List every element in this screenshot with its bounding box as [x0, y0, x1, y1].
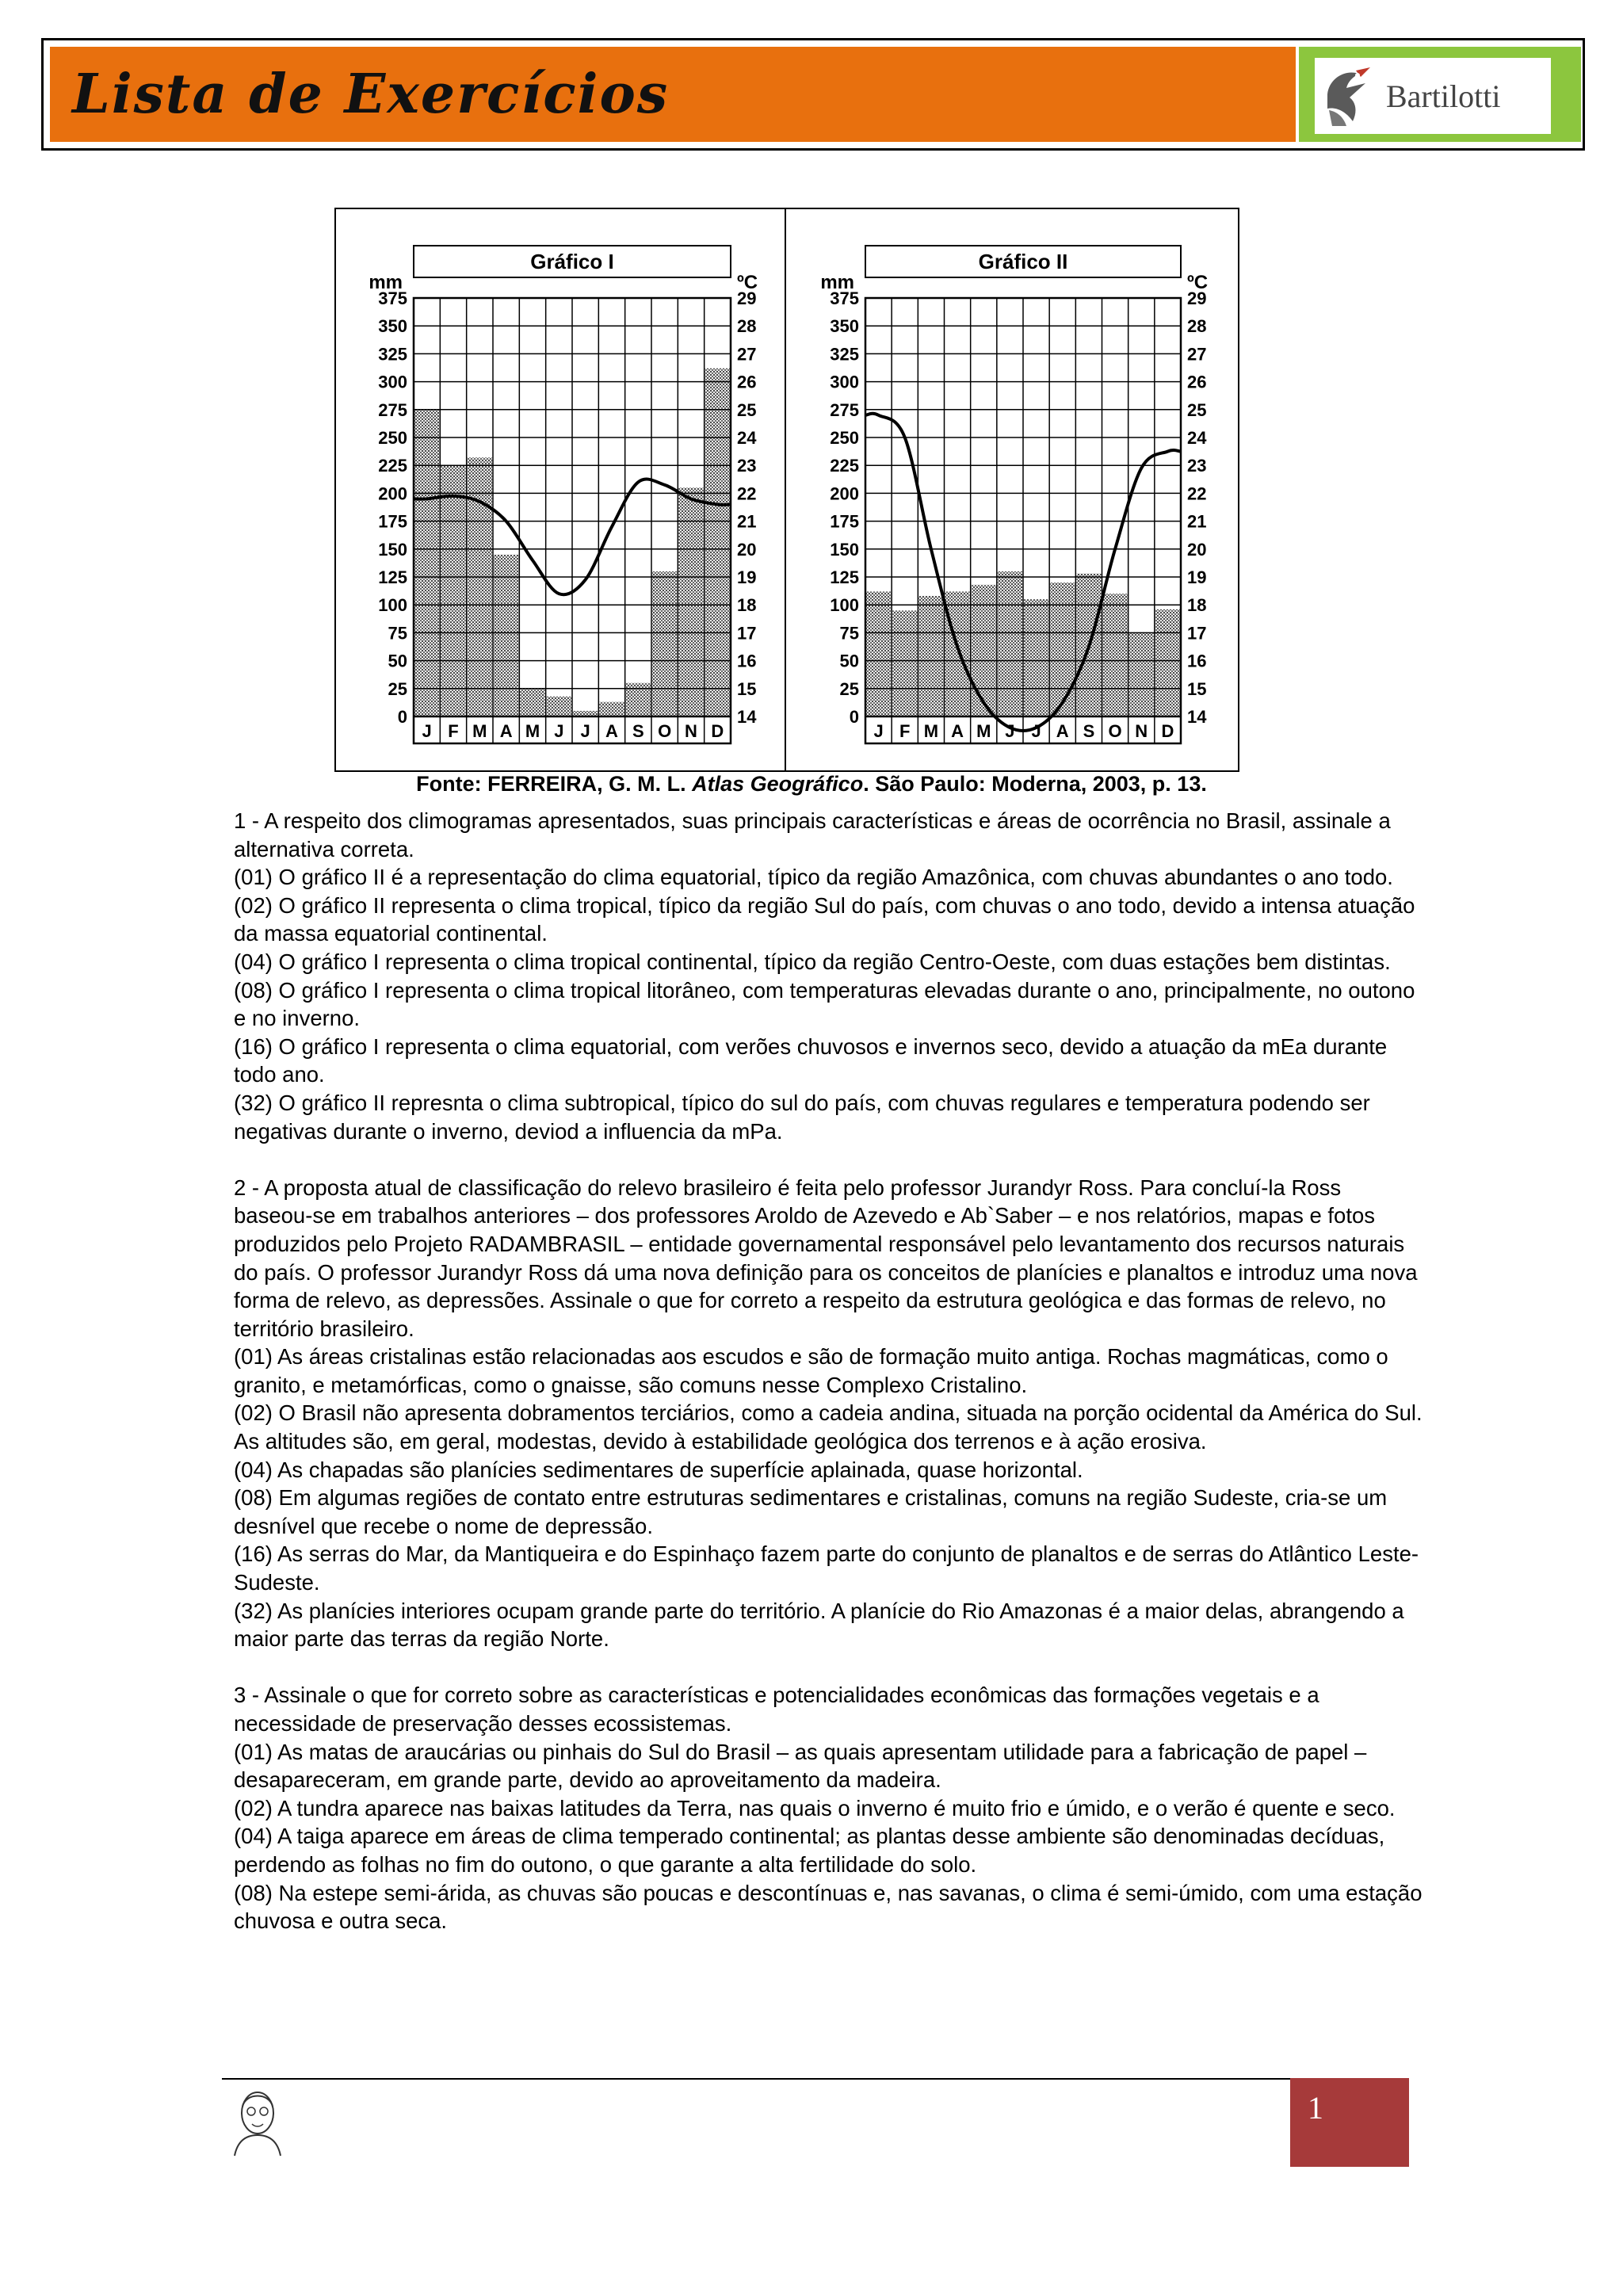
y-tick-label-mm: 100 — [378, 595, 407, 616]
y-tick-label-mm: 25 — [839, 678, 859, 699]
y-tick-label-celsius: 28 — [737, 316, 757, 337]
precipitation-bar — [1050, 583, 1075, 716]
y-axis-label-right: ºC — [1187, 272, 1209, 293]
y-tick-label-celsius: 25 — [737, 399, 757, 420]
x-tick-label: F — [899, 721, 911, 741]
y-tick-label-celsius: 24 — [1187, 428, 1207, 448]
question-1 — [234, 807, 1423, 1145]
y-tick-label-mm: 300 — [830, 372, 859, 392]
y-tick-label-mm: 275 — [830, 399, 859, 420]
y-tick-label-mm: 325 — [378, 344, 407, 365]
page-number-box — [1290, 2078, 1409, 2167]
question-3 — [234, 1681, 1423, 1935]
y-tick-label-mm: 125 — [830, 567, 859, 587]
footer-rule — [222, 2078, 1296, 2080]
question-option: (32) O gráfico II represnta o clima subtropical, típico do sul do país, com chuvas regulares e temperatura podendo ser negativas durante o inverno, deviod a influencia da mPa. — [234, 1090, 1370, 1144]
precipitation-bar — [998, 571, 1022, 716]
y-tick-label-mm: 150 — [378, 539, 407, 560]
page-number: 1 — [1308, 2090, 1323, 2126]
x-tick-label: M — [472, 721, 487, 741]
x-tick-label: J — [1005, 721, 1015, 741]
y-tick-label-celsius: 20 — [737, 539, 757, 560]
x-tick-label: M — [923, 721, 939, 741]
climographs — [336, 209, 1238, 770]
y-tick-label-celsius: 29 — [1187, 288, 1207, 308]
x-tick-label: D — [1161, 721, 1174, 741]
y-tick-label-celsius: 23 — [1187, 456, 1207, 476]
x-tick-label: A — [605, 721, 618, 741]
y-tick-label-celsius: 22 — [1187, 483, 1207, 504]
question-option: (02) A tundra aparece nas baixas latitudes da Terra, nas quais o inverno é muito frio e úmido, e o verão é quente e seco. — [234, 1795, 1396, 1820]
question-stem: 3 - Assinale o que for correto sobre as características e potencialidades econômicas das formações vegetais e a necessidade de preservação desses ecossistemas. — [234, 1683, 1319, 1736]
y-tick-label-mm: 75 — [388, 623, 407, 644]
x-tick-label: A — [951, 721, 964, 741]
x-tick-label: J — [422, 721, 432, 741]
precipitation-bar — [441, 465, 465, 716]
precipitation-bar — [866, 591, 891, 716]
y-tick-label-celsius: 20 — [1187, 539, 1207, 560]
y-tick-label-celsius: 14 — [737, 707, 757, 727]
y-tick-label-celsius: 16 — [1187, 651, 1207, 671]
y-tick-label-celsius: 26 — [737, 372, 757, 392]
page-title: Lista de Exercícios — [72, 63, 670, 126]
questions — [234, 807, 1423, 1935]
question-option: (04) O gráfico I representa o clima tropical continental, típico da região Centro-Oeste, com duas estações bem distintas. — [234, 949, 1391, 974]
climograph-figure — [334, 208, 1239, 772]
figure-caption — [0, 772, 1623, 797]
y-tick-label-celsius: 27 — [737, 344, 757, 365]
caption-prefix: Fonte: FERREIRA, G. M. L. — [416, 772, 693, 796]
y-tick-label-mm: 350 — [378, 316, 407, 337]
precipitation-bar — [918, 596, 943, 716]
precipitation-bar — [705, 369, 730, 716]
y-tick-label-mm: 50 — [388, 651, 407, 671]
y-tick-label-celsius: 18 — [1187, 595, 1207, 616]
y-tick-label-mm: 200 — [830, 483, 859, 504]
y-tick-label-mm: 25 — [388, 678, 407, 699]
y-axis-label-right: ºC — [737, 272, 758, 293]
y-tick-label-mm: 50 — [839, 651, 859, 671]
caption-title: Atlas Geográfico — [692, 772, 864, 796]
logo-container — [1299, 47, 1581, 142]
precipitation-bar — [547, 697, 571, 716]
precipitation-bar — [494, 555, 518, 716]
y-tick-label-mm: 100 — [830, 595, 859, 616]
x-tick-label: F — [448, 721, 459, 741]
x-tick-label: O — [658, 721, 672, 741]
y-tick-label-celsius: 15 — [737, 678, 757, 699]
y-tick-label-mm: 175 — [378, 511, 407, 532]
precipitation-bar — [1024, 599, 1048, 716]
y-tick-label-mm: 375 — [378, 288, 407, 308]
x-tick-label: M — [525, 721, 540, 741]
bird-logo-icon — [1321, 63, 1378, 129]
precipitation-bar — [892, 610, 917, 716]
logo-text: Bartilotti — [1386, 78, 1501, 114]
caption-suffix: . São Paulo: Moderna, 2003, p. 13. — [863, 772, 1207, 796]
precipitation-bar — [520, 689, 544, 716]
x-tick-label: S — [1083, 721, 1095, 741]
y-tick-label-celsius: 24 — [737, 428, 757, 448]
precipitation-bar — [678, 487, 703, 716]
question-option: (04) As chapadas são planícies sedimentares de superfície aplainada, quase horizontal. — [234, 1457, 1083, 1482]
y-tick-label-mm: 375 — [830, 288, 859, 308]
question-option: (08) O gráfico I representa o clima tropical litorâneo, com temperaturas elevadas durante o ano, principalmente, no outono e no inverno. — [234, 977, 1415, 1031]
precipitation-bar — [652, 571, 677, 716]
y-tick-label-celsius: 29 — [737, 288, 757, 308]
x-tick-label: N — [685, 721, 697, 741]
question-stem: 1 - A respeito dos climogramas apresentados, suas principais características e áreas de ocorrência no Brasil, assinale a alternativa correta. — [234, 808, 1391, 861]
precipitation-bar — [945, 591, 970, 716]
y-tick-label-celsius: 27 — [1187, 344, 1207, 365]
y-tick-label-celsius: 23 — [737, 456, 757, 476]
y-tick-label-celsius: 22 — [737, 483, 757, 504]
y-tick-label-mm: 175 — [830, 511, 859, 532]
x-tick-label: N — [1135, 721, 1148, 741]
question-option: (16) O gráfico I representa o clima equatorial, com verões chuvosos e invernos seco, devido a atuação da mEa durante todo ano. — [234, 1033, 1388, 1087]
y-tick-label-celsius: 26 — [1187, 372, 1207, 392]
logo — [1315, 58, 1551, 134]
precipitation-bar — [1155, 609, 1180, 716]
y-tick-label-mm: 150 — [830, 539, 859, 560]
x-tick-label: S — [632, 721, 644, 741]
y-tick-label-mm: 0 — [849, 707, 859, 727]
x-tick-label: J — [873, 721, 884, 741]
spacer — [234, 1145, 1423, 1174]
y-tick-label-celsius: 17 — [737, 623, 757, 644]
y-tick-label-celsius: 16 — [737, 651, 757, 671]
question-option: (16) As serras do Mar, da Mantiqueira e do Espinhaço fazem parte do conjunto de planaltos e de serras do Atlântico Leste-Sudeste. — [234, 1541, 1419, 1595]
y-tick-label-celsius: 21 — [1187, 511, 1207, 532]
y-axis-label-left: mm — [820, 272, 854, 293]
x-tick-label: A — [1056, 721, 1069, 741]
precipitation-bar — [1129, 632, 1154, 716]
y-tick-label-mm: 225 — [378, 456, 407, 476]
precipitation-bar — [599, 702, 624, 716]
y-axis-label-left: mm — [369, 272, 403, 293]
question-option: (04) A taiga aparece em áreas de clima temperado continental; as plantas desse ambiente são denominadas decíduas, perdendo as folhas no fim do outono, o que garante a alta fertilidade do solo. — [234, 1824, 1385, 1877]
y-tick-label-mm: 225 — [830, 456, 859, 476]
spacer — [234, 1653, 1423, 1682]
x-tick-label: J — [580, 721, 590, 741]
figure-divider — [785, 209, 786, 770]
y-tick-label-celsius: 19 — [737, 567, 757, 587]
chart-title: Gráfico II — [978, 250, 1068, 273]
y-tick-label-mm: 250 — [830, 428, 859, 448]
x-tick-label: A — [499, 721, 513, 741]
question-option: (08) Na estepe semi-árida, as chuvas são poucas e descontínuas e, nas savanas, o clima é semi-úmido, com uma estação chuvosa e outra seca. — [234, 1880, 1423, 1934]
x-tick-label: O — [1108, 721, 1122, 741]
y-tick-label-celsius: 28 — [1187, 316, 1207, 337]
y-tick-label-celsius: 21 — [737, 511, 757, 532]
question-option: (08) Em algumas regiões de contato entre estruturas sedimentares e cristalinas, comuns na região Sudeste, cria-se um desnível que recebe o nome de depressão. — [234, 1485, 1388, 1538]
y-tick-label-mm: 125 — [378, 567, 407, 587]
precipitation-bar — [468, 457, 492, 716]
question-option: (02) O Brasil não apresenta dobramentos terciários, como a cadeia andina, situada na porção ocidental da América do Sul. As altitudes são, em geral, modestas, devido à estabilidade geológica dos terrenos e à ação erosiva. — [234, 1400, 1423, 1454]
y-tick-label-celsius: 18 — [737, 595, 757, 616]
chart-title: Gráfico I — [530, 250, 614, 273]
page-header — [41, 38, 1585, 151]
y-tick-label-celsius: 19 — [1187, 567, 1207, 587]
header-band — [50, 47, 1296, 142]
y-tick-label-celsius: 17 — [1187, 623, 1207, 644]
question-option: (01) O gráfico II é a representação do clima equatorial, típico da região Amazônica, com chuvas abundantes o ano todo. — [234, 865, 1393, 890]
y-tick-label-mm: 275 — [378, 399, 407, 420]
precipitation-bar — [1103, 594, 1128, 716]
precipitation-bar — [414, 410, 439, 716]
x-tick-label: J — [1031, 721, 1041, 741]
question-option: (02) O gráfico II representa o clima tropical, típico da região Sul do país, com chuvas o ano todo, devido a intensa atuação da massa equatorial continental. — [234, 892, 1415, 946]
question-option: (32) As planícies interiores ocupam grande parte do território. A planície do Rio Amazonas é a maior delas, abrangendo a maior parte das terras da região Norte. — [234, 1598, 1404, 1652]
y-tick-label-celsius: 15 — [1187, 678, 1207, 699]
x-tick-label: M — [976, 721, 991, 741]
x-tick-label: J — [554, 721, 564, 741]
author-caricature-icon — [227, 2084, 288, 2157]
y-tick-label-mm: 250 — [378, 428, 407, 448]
y-tick-label-celsius: 25 — [1187, 399, 1207, 420]
y-tick-label-mm: 300 — [378, 372, 407, 392]
question-option: (01) As áreas cristalinas estão relacionadas aos escudos e são de formação muito antiga. Rochas magmáticas, como o granito, e metamórficas, como o gnaisse, são comuns nesse Complexo Cristalino. — [234, 1344, 1388, 1397]
y-tick-label-mm: 325 — [830, 344, 859, 365]
question-option: (01) As matas de araucárias ou pinhais do Sul do Brasil – as quais apresentam utilidade para a fabricação de papel – desapareceram, em grande parte, devido ao aproveitamento da madeira. — [234, 1739, 1367, 1793]
y-tick-label-mm: 200 — [378, 483, 407, 504]
question-2 — [234, 1174, 1423, 1653]
y-tick-label-mm: 350 — [830, 316, 859, 337]
y-tick-label-mm: 0 — [397, 707, 407, 727]
y-tick-label-mm: 75 — [839, 623, 859, 644]
question-stem: 2 - A proposta atual de classificação do relevo brasileiro é feita pelo professor Jurandyr Ross. Para concluí-la Ross baseou-se em trabalhos anteriores – dos professores Aroldo de Azevedo e Ab`Saber – e nos relatórios, mapas e fotos produzidos pelo Projeto RADAMBRASIL – entidade governamental responsável pelo levantamento dos recursos naturais do país. O professor Jurandyr Ross dá uma nova definição para os conceitos de planícies e planaltos e introduz uma nova forma de relevo, as depressões. Assinale o que for correto a respeito da estrutura geológica e das formas de relevo, no território brasileiro. — [234, 1175, 1418, 1341]
y-tick-label-celsius: 14 — [1187, 707, 1207, 727]
x-tick-label: D — [711, 721, 724, 741]
